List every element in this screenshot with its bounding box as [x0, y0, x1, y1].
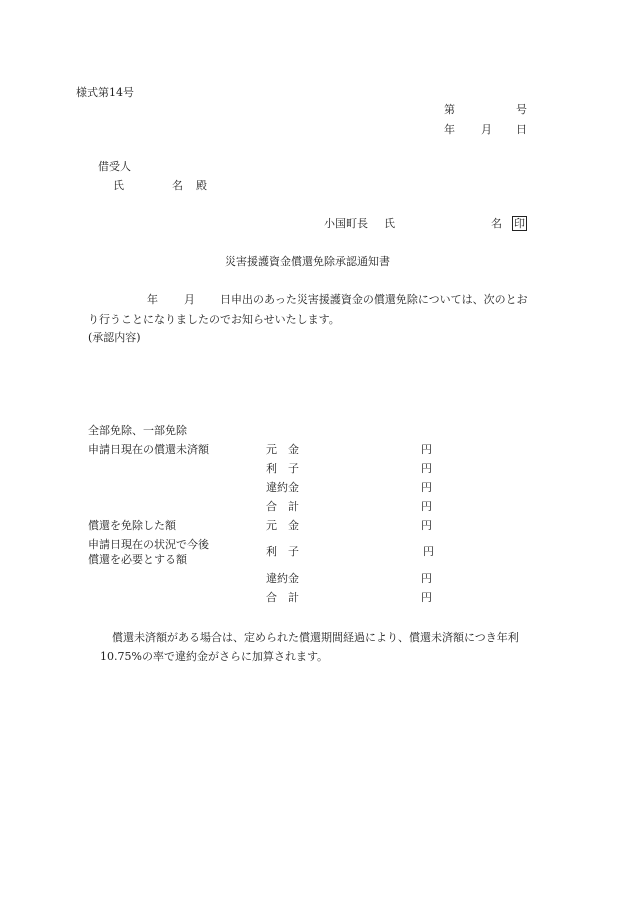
issue-year: 年: [444, 123, 455, 136]
required-amount-label-1: 申請日現在の状況で今後: [88, 538, 209, 551]
sender-title: 小国町長: [324, 217, 368, 230]
seal-mark: 印: [514, 217, 525, 230]
exempted-principal-unit: 円: [421, 519, 432, 532]
form-number: 様式第14号: [76, 86, 134, 99]
unpaid-interest-unit: 円: [421, 462, 432, 475]
sender-name-2: 名: [491, 217, 502, 230]
unpaid-interest-label: 利 子: [266, 462, 299, 475]
note-line-1: 償還未済額がある場合は、定められた償還期間経過により、償還未済額につき年利: [112, 631, 519, 644]
issue-day: 日: [516, 123, 527, 136]
unpaid-total-unit: 円: [421, 500, 432, 513]
body-line-2: り行うことになりましたのでお知らせいたします。: [88, 313, 340, 326]
addressee-role: 借受人: [98, 160, 131, 173]
addressee-name-2: 名: [172, 179, 183, 192]
body-month: 月: [184, 293, 195, 306]
exempted-amount-label: 償還を免除した額: [88, 519, 176, 532]
section-heading: (承認内容): [88, 331, 141, 344]
document-title: 災害援護資金償還免除承認通知書: [225, 255, 390, 268]
required-total-unit: 円: [421, 591, 432, 604]
unpaid-penalty-unit: 円: [421, 481, 432, 494]
body-line-1: 日申出のあった災害援護資金の償還免除については、次のとお: [220, 293, 528, 306]
addressee-name-1: 氏: [113, 179, 124, 192]
issue-number-prefix: 第: [444, 103, 455, 116]
required-interest-unit: 円: [423, 545, 434, 558]
unpaid-principal-unit: 円: [421, 443, 432, 456]
required-total-label: 合 計: [266, 591, 299, 604]
body-year: 年: [147, 293, 158, 306]
addressee-honorific: 殿: [196, 179, 207, 192]
unpaid-total-label: 合 計: [266, 500, 299, 513]
unpaid-amount-label: 申請日現在の償還未済額: [88, 443, 209, 456]
required-interest-label: 利 子: [266, 545, 299, 558]
note-line-2: 10.75%の率で違約金がさらに加算されます。: [100, 650, 329, 663]
exemption-type-label: 全部免除、一部免除: [88, 424, 187, 437]
required-amount-label-2: 償還を必要とする額: [88, 553, 187, 566]
unpaid-principal-label: 元 金: [266, 443, 299, 456]
issue-number-suffix: 号: [516, 103, 527, 116]
exempted-principal-label: 元 金: [266, 519, 299, 532]
issue-month: 月: [481, 123, 492, 136]
required-penalty-label: 違約金: [266, 572, 299, 585]
unpaid-penalty-label: 違約金: [266, 481, 299, 494]
sender-name-1: 氏: [384, 217, 395, 230]
required-penalty-unit: 円: [421, 572, 432, 585]
